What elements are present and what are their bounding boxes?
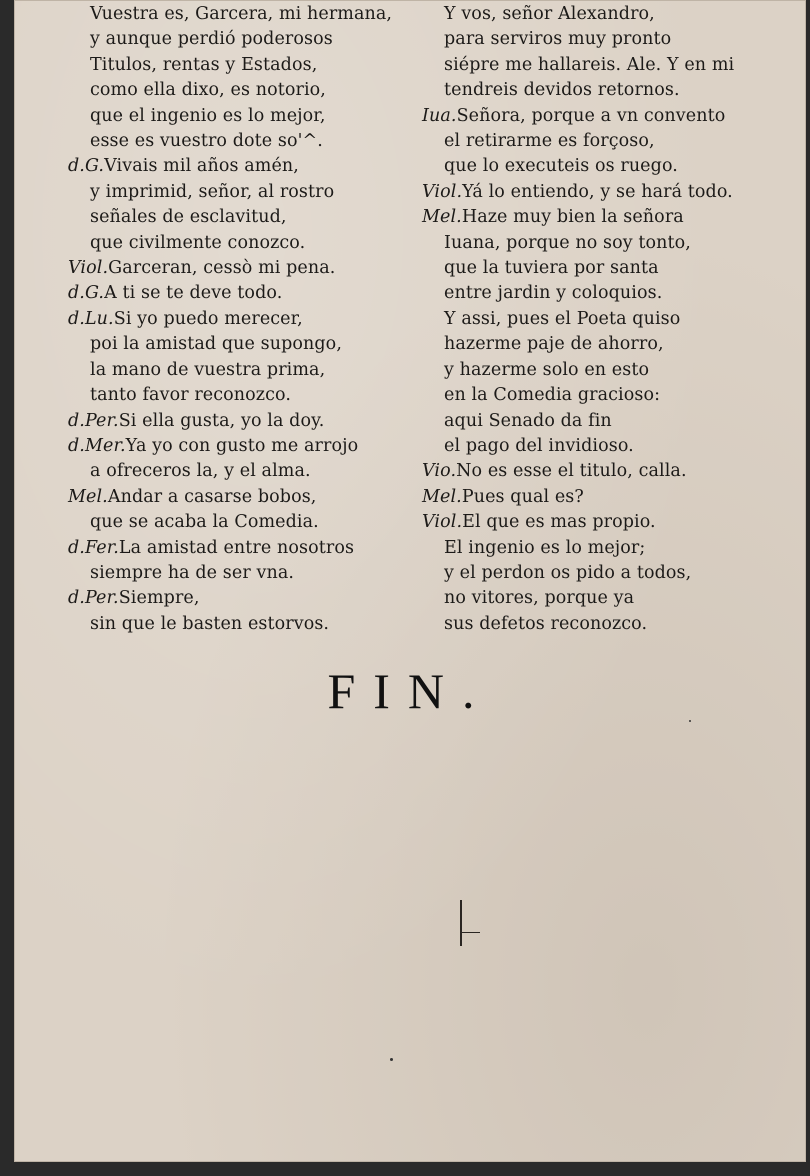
verse-text: No es esse el titulo, calla.: [456, 461, 687, 482]
verse-text: Señora, porque a vn convento: [456, 105, 726, 126]
verse-text: Pues qual es?: [461, 486, 584, 507]
verse-line: [422, 180, 777, 205]
verse-text: Y vos, señor Alexandro,: [444, 4, 655, 24]
verse-line: [422, 459, 777, 484]
verse-line: [68, 434, 423, 459]
verse-text: Titulos, rentas y Estados,: [90, 54, 318, 75]
verse-text: la mano de vuestra prima,: [90, 359, 326, 380]
verse-line: [422, 612, 777, 637]
verse-text: A ti se te deve todo.: [104, 283, 283, 304]
book-page: [14, 0, 806, 1162]
verse-line: [68, 154, 423, 179]
fin-heading: FIN.: [327, 663, 493, 719]
verse-text: entre jardin y coloquios.: [444, 283, 663, 304]
verse-text: Y assi, pues el Poeta quiso: [444, 308, 681, 329]
verse-text: aqui Senado da fin: [444, 410, 612, 431]
verse-text: que el ingenio es lo mejor,: [90, 105, 326, 126]
speaker-label: Iua.: [422, 105, 457, 126]
verse-text: que se acaba la Comedia.: [90, 512, 319, 533]
verse-text: El que es mas propio.: [462, 512, 656, 533]
verse-text: que lo executeis os ruego.: [444, 156, 678, 177]
verse-line: [68, 612, 423, 637]
verse-text: y el perdon os pido a todos,: [444, 562, 692, 583]
verse-text: Vivais mil años amén,: [104, 156, 299, 177]
speaker-label: d.Mer.: [68, 435, 126, 456]
scan-border: [0, 1162, 810, 1176]
ink-speck: [390, 1058, 393, 1061]
verse-text: Iuana, porque no soy tonto,: [444, 232, 691, 253]
verse-line: [422, 510, 777, 535]
speaker-label: Viol.: [422, 181, 463, 202]
verse-line: [422, 53, 777, 78]
verse-text: como ella dixo, es notorio,: [90, 80, 326, 101]
verse-text: Si ella gusta, yo la doy.: [118, 410, 325, 431]
right-column: [422, 2, 777, 637]
speaker-label: d.Per.: [68, 588, 119, 609]
verse-line: [422, 281, 777, 306]
verse-text: Vuestra es, Garcera, mi hermana,: [90, 4, 393, 24]
pen-mark-vertical: [460, 900, 462, 946]
verse-line: [68, 256, 423, 281]
verse-text: no vitores, porque ya: [444, 588, 635, 609]
verse-line: [422, 383, 777, 408]
verse-text: a ofreceros la, y el alma.: [90, 461, 311, 482]
verse-line: [422, 27, 777, 52]
verse-text: Yá lo entiendo, y se hará todo.: [462, 181, 733, 202]
verse-line: [422, 2, 777, 27]
verse-text: el retirarme es forçoso,: [444, 131, 655, 152]
speaker-label: Mel.: [422, 207, 462, 228]
verse-text: Si yo puedo merecer,: [113, 308, 303, 329]
speaker-label: Mel.: [422, 486, 462, 507]
verse-text: Garceran, cessò mi pena.: [108, 258, 336, 279]
speaker-label: d.Per.: [68, 410, 119, 431]
verse-text: poi la amistad que supongo,: [90, 334, 342, 355]
verse-text: Andar a casarse bobos,: [107, 486, 317, 507]
verse-line: [68, 459, 423, 484]
verse-line: [68, 332, 423, 357]
verse-line: [68, 180, 423, 205]
verse-line: [422, 434, 777, 459]
verse-line: [422, 154, 777, 179]
verse-line: [68, 358, 423, 383]
verse-line: [422, 485, 777, 510]
verse-text: El ingenio es lo mejor;: [444, 537, 646, 558]
verse-text: La amistad entre nosotros: [118, 537, 355, 558]
verse-line: [422, 536, 777, 561]
verse-line: [68, 78, 423, 103]
verse-line: [68, 53, 423, 78]
verse-text: sin que le basten estorvos.: [90, 613, 330, 634]
verse-text: siépre me hallareis. Ale. Y en mi: [444, 54, 735, 75]
pen-mark-horizontal: [460, 932, 480, 933]
verse-line: [68, 586, 423, 611]
verse-line: [422, 561, 777, 586]
verse-line: [422, 231, 777, 256]
verse-line: [68, 510, 423, 535]
verse-line: [422, 307, 777, 332]
speaker-label: Viol.: [422, 512, 463, 533]
verse-line: [68, 205, 423, 230]
verse-text: esse es vuestro dote so'^.: [90, 131, 323, 152]
verse-text: tendreis devidos retornos.: [444, 80, 680, 101]
verse-text: y imprimid, señor, al rostro: [90, 181, 335, 202]
verse-text: que la tuviera por santa: [444, 258, 659, 279]
verse-line: [68, 104, 423, 129]
verse-text: el pago del invidioso.: [444, 435, 634, 456]
verse-line: [422, 358, 777, 383]
speaker-label: d.G.: [68, 156, 105, 177]
speaker-label: d.G.: [68, 283, 105, 304]
verse-line: [422, 409, 777, 434]
verse-text: Haze muy bien la señora: [461, 207, 684, 228]
verse-text: señales de esclavitud,: [90, 207, 287, 228]
left-column: [68, 2, 423, 637]
verse-line: [422, 256, 777, 281]
speaker-label: Mel.: [68, 486, 108, 507]
verse-text: hazerme paje de ahorro,: [444, 334, 664, 355]
verse-line: [422, 129, 777, 154]
verse-line: [68, 281, 423, 306]
speaker-label: Viol.: [68, 258, 109, 279]
ink-speck: [689, 720, 691, 722]
verse-line: [422, 205, 777, 230]
verse-line: [68, 2, 423, 27]
verse-line: [68, 27, 423, 52]
verse-text: tanto favor reconozco.: [90, 385, 292, 406]
verse-line: [422, 78, 777, 103]
verse-text: Ya yo con gusto me arrojo: [125, 435, 359, 456]
verse-text: en la Comedia gracioso:: [444, 385, 661, 406]
verse-line: [68, 536, 423, 561]
verse-line: [68, 383, 423, 408]
verse-line: [422, 332, 777, 357]
verse-text: Siempre,: [118, 588, 200, 609]
verse-text: para serviros muy pronto: [444, 29, 672, 50]
verse-text: y aunque perdió poderosos: [90, 29, 333, 50]
verse-line: [422, 586, 777, 611]
verse-text: sus defetos reconozco.: [444, 613, 648, 634]
verse-line: [68, 561, 423, 586]
verse-text: siempre ha de ser vna.: [90, 562, 295, 583]
verse-line: [68, 129, 423, 154]
speaker-label: d.Lu.: [68, 308, 114, 329]
speaker-label: Vio.: [422, 461, 457, 482]
verse-line: [68, 485, 423, 510]
verse-line: [68, 409, 423, 434]
verse-line: [68, 231, 423, 256]
verse-line: [422, 104, 777, 129]
verse-line: [68, 307, 423, 332]
verse-text: y hazerme solo en esto: [444, 359, 650, 380]
speaker-label: d.Fer.: [68, 537, 119, 558]
verse-text: que civilmente conozco.: [90, 232, 306, 253]
